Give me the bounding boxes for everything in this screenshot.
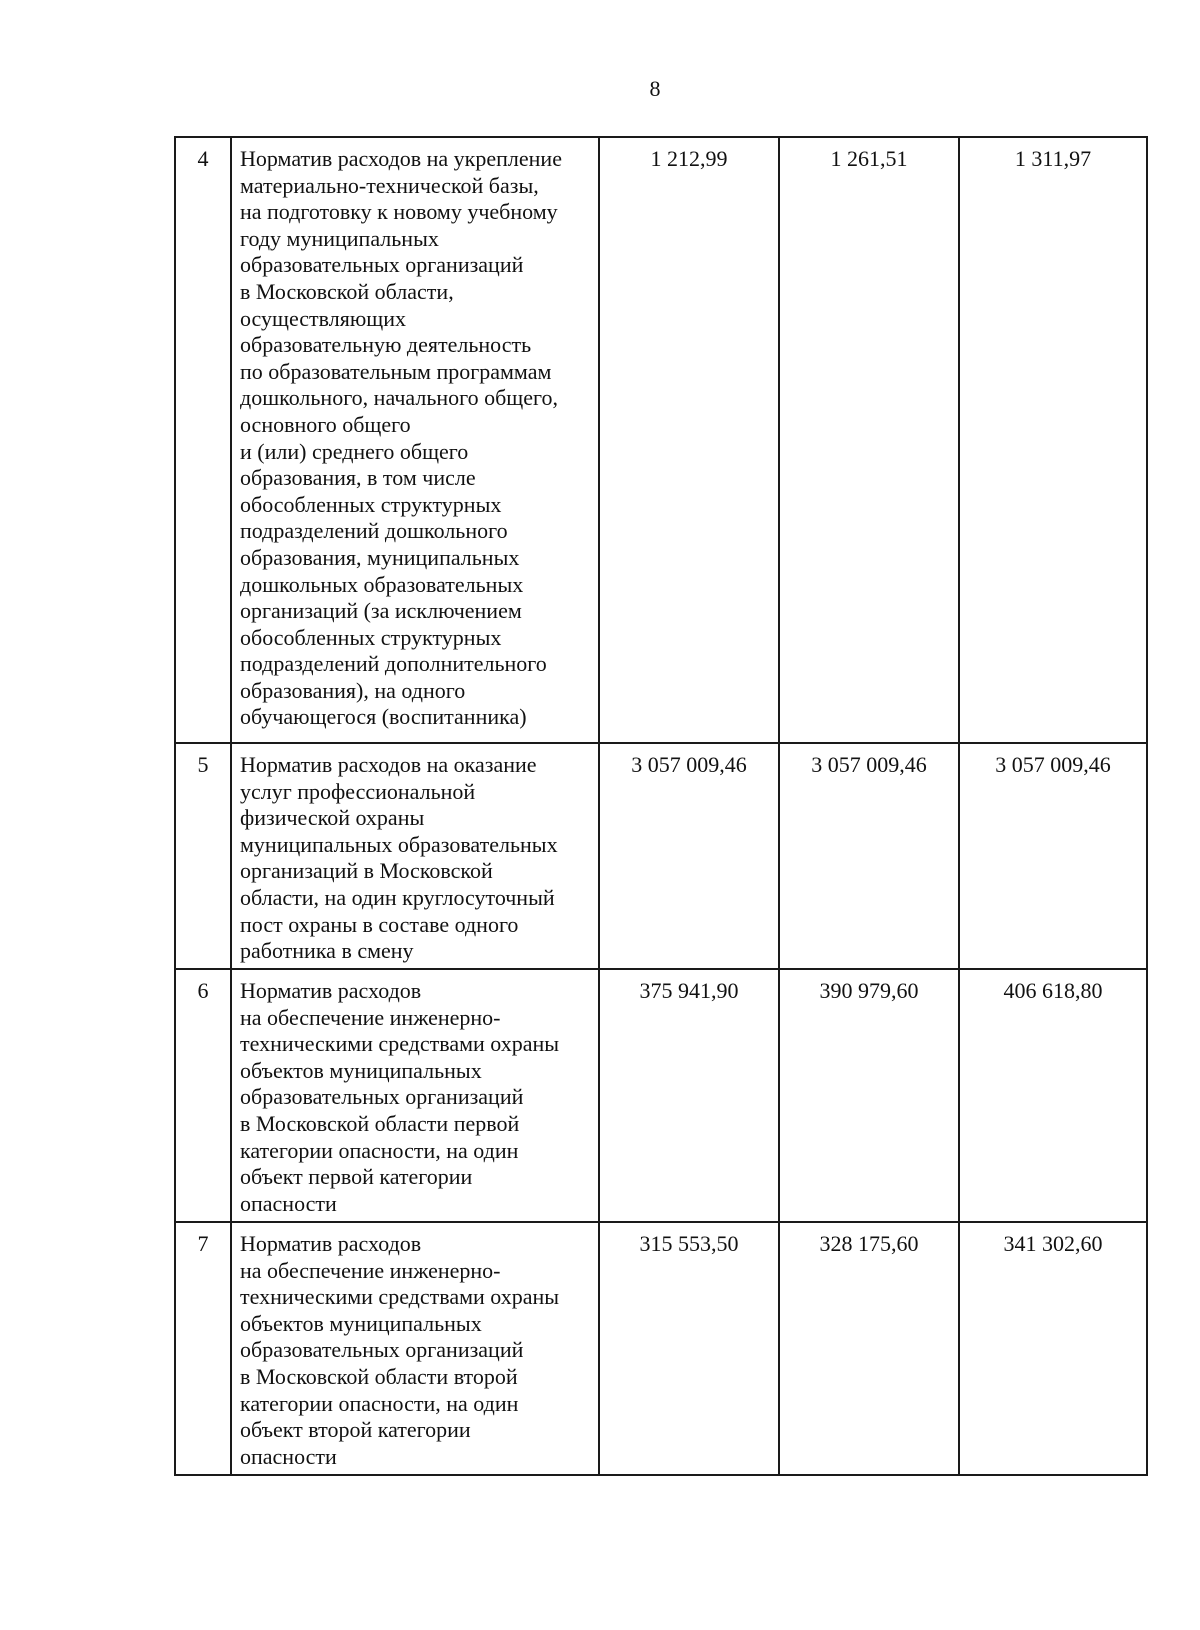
row-number: 7 [175,1222,231,1475]
table-row [175,137,1147,743]
table-row [175,743,1147,969]
row-description: Норматив расходов на обеспечение инженерно- техническими средствами охраны объектов муниципальных образовательных организаций в Московской области второй категории опасности, на один объект второй категории опасности [231,1222,599,1475]
value-year-2: 1 261,51 [779,137,959,743]
value-year-1: 1 212,99 [599,137,779,743]
row-description: Норматив расходов на оказание услуг профессиональной физической охраны муниципальных образовательных организаций в Московской области, на один круглосуточный пост охраны в составе одного работника в смену [231,743,599,969]
value-year-3: 1 311,97 [959,137,1147,743]
value-year-1: 3 057 009,46 [599,743,779,969]
row-number: 5 [175,743,231,969]
row-description: Норматив расходов на обеспечение инженерно- техническими средствами охраны объектов муниципальных образовательных организаций в Московской области первой категории опасности, на один объект первой категории опасности [231,969,599,1222]
value-year-3: 406 618,80 [959,969,1147,1222]
value-year-2: 328 175,60 [779,1222,959,1475]
table-row [175,969,1147,1222]
norms-table [174,136,1148,1476]
value-year-3: 341 302,60 [959,1222,1147,1475]
page-number: 8 [649,76,661,101]
row-number: 4 [175,137,231,743]
value-year-3: 3 057 009,46 [959,743,1147,969]
row-description: Норматив расходов на укрепление материально-технической базы, на подготовку к новому учебному году муниципальных образовательных организаций в Московской области, осуществляющих образовательную деятельность по образовательным программам дошкольного, начального общего, основного общего и (или) среднего общего образования, в том числе обособленных структурных подразделений дошкольного образования, муниципальных дошкольных образовательных организаций (за исключением обособленных структурных подразделений дополнительного образования), на одного обучающегося (воспитанника) [231,137,599,743]
row-number: 6 [175,969,231,1222]
value-year-2: 3 057 009,46 [779,743,959,969]
value-year-1: 375 941,90 [599,969,779,1222]
value-year-1: 315 553,50 [599,1222,779,1475]
table-row [175,1222,1147,1475]
value-year-2: 390 979,60 [779,969,959,1222]
